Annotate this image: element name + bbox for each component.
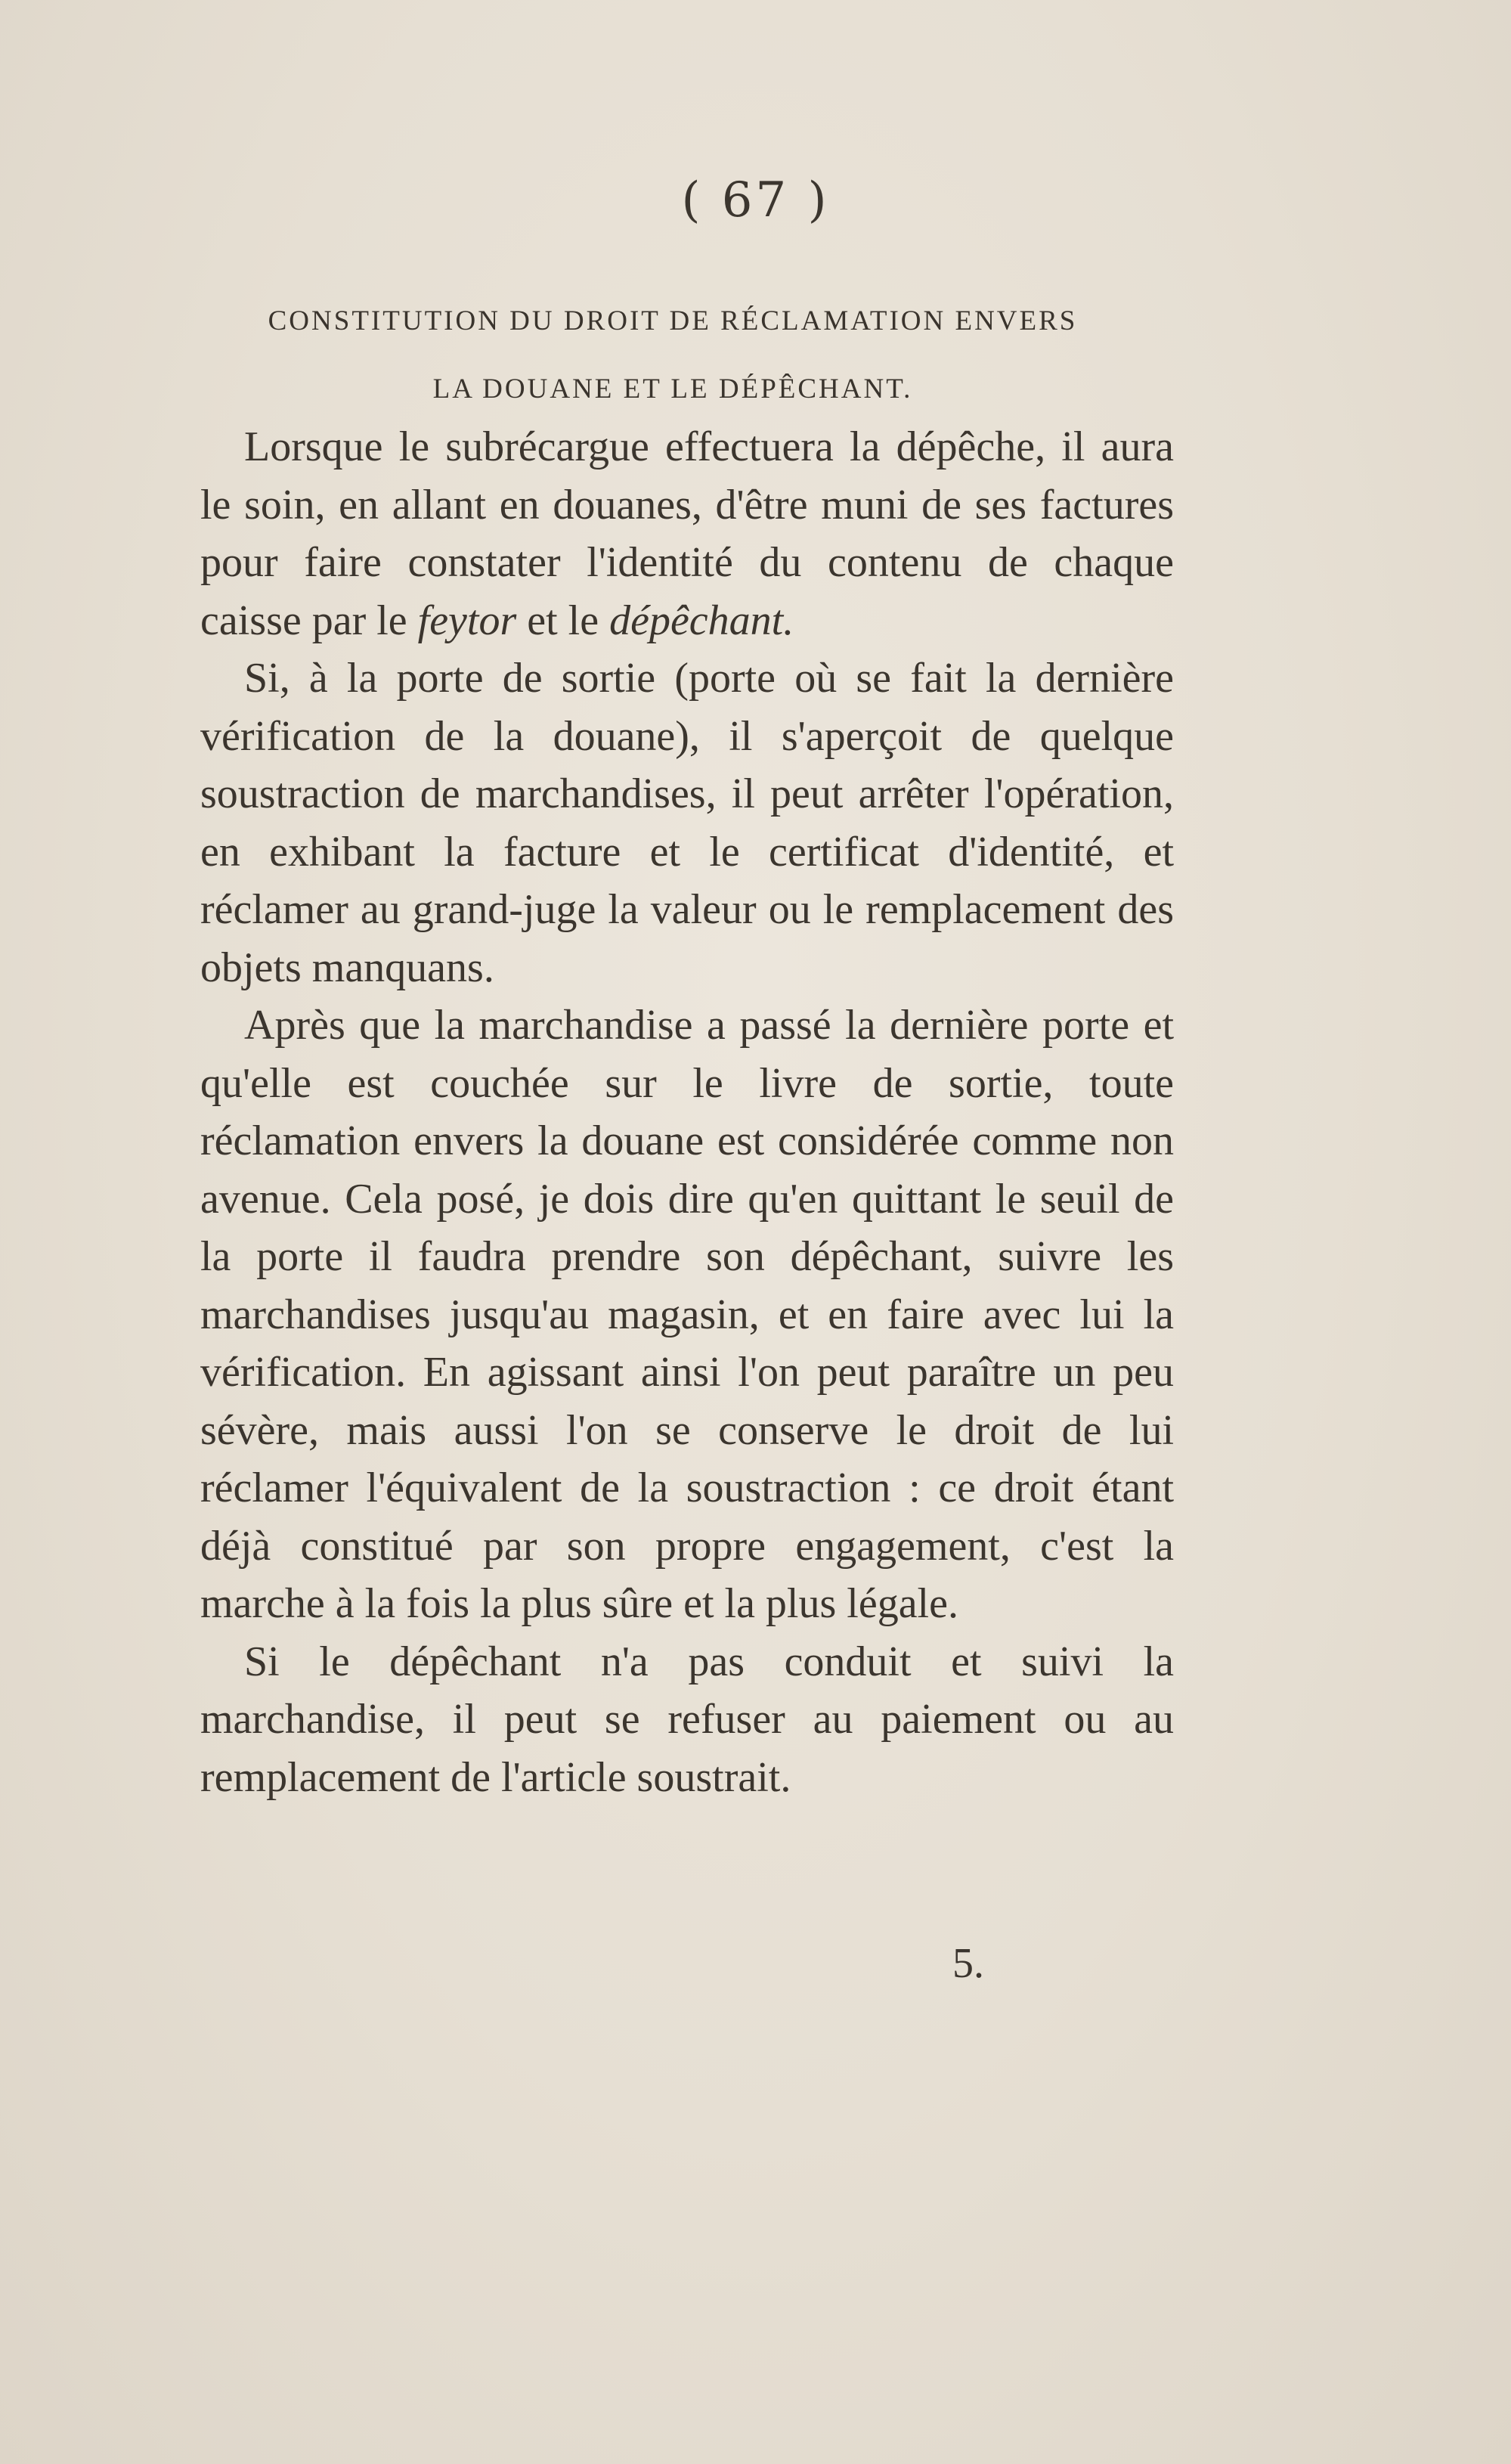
paragraph-2: Si, à la porte de sortie (porte où se fait la dernière vérification de la douane), il s'aperçoit de quelque soustraction de marchandises, il peut arrêter l'opération, en exhibant la facture et le certificat d'identité, et réclamer au grand-juge la valeur ou le remplacement des objets manquans.: [200, 655, 1174, 991]
paragraph-1-text-b: et le: [516, 597, 610, 644]
signature-mark: 5.: [952, 1940, 984, 1987]
italic-term-depechant: dépêchant.: [609, 597, 794, 644]
body-text: [200, 418, 1174, 1806]
heading-line-1: CONSTITUTION DU DROIT DE RÉCLAMATION ENVERS: [268, 305, 1078, 336]
paragraph-1-text-a: Lorsque le subrécargue effectuera la dépêche, il aura le soin, en allant en douanes, d'être muni de ses factures pour faire constater l'identité du contenu de chaque caisse par le: [200, 423, 1174, 644]
paragraph-1: [200, 418, 1174, 649]
heading-line-2: LA DOUANE ET LE DÉPÊCHANT.: [432, 373, 913, 404]
page-number: ( 67 ): [681, 172, 830, 228]
section-heading: [189, 287, 1156, 423]
paragraph-4: Si le dépêchant n'a pas conduit et suivi la marchandise, il peut se refuser au paiement ou au remplacement de l'article soustrait.: [200, 1638, 1174, 1801]
paragraph-3: Après que la marchandise a passé la dernière porte et qu'elle est couchée sur le livre de sortie, toute réclamation envers la douane est considérée comme non avenue. Cela posé, je dois dire qu'en quittant le seuil de la porte il faudra prendre son dépêchant, suivre les marchandises jusqu'au magasin, et en faire avec lui la vérification. En agissant ainsi l'on peut paraître un peu sévère, mais aussi l'on se conserve le droit de lui réclamer l'équivalent de la soustraction : ce droit étant déjà constitué par son propre engagement, c'est la marche à la fois la plus sûre et la plus légale.: [200, 1002, 1174, 1627]
italic-term-feytor: feytor: [417, 597, 517, 644]
